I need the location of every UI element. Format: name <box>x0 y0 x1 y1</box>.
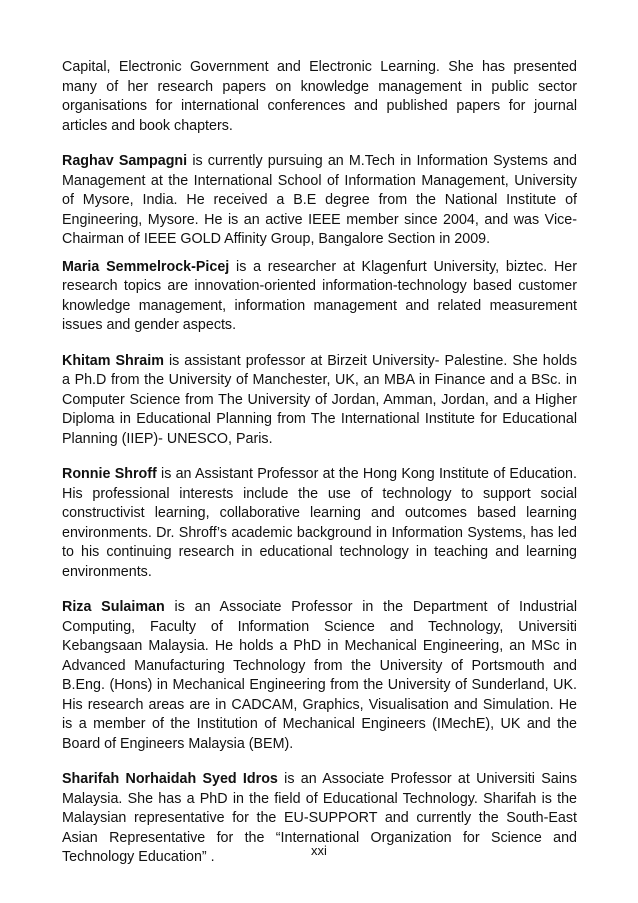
bio-name: Ronnie Shroff <box>62 466 157 482</box>
bio-name: Riza Sulaiman <box>62 599 165 615</box>
bio-text: is assistant professor at Birzeit University- Palestine. She holds a Ph.D from the University of Manchester, UK, an MBA in Finance and a BSc. in Computer Science from The University of Jordan, Amman, Jordan, and a Higher Diploma in Educational Planning from The International Institute for Educational Planning (IIEP)- UNESCO, Paris. <box>62 352 577 447</box>
bio-text: is an Assistant Professor at the Hong Kong Institute of Education. His professional interests include the use of technology to support social constructivist learning, collaborative learning and outcomes based learning environments. Dr. Shroff’s academic background in Information Systems, has led to his continuing research in educational technology in teaching and learning environments. <box>62 466 577 580</box>
page-body <box>62 58 577 868</box>
bio-text: is currently pursuing an M.Tech in Information Systems and Management at the International School of Information Management, University of Mysore, India. He received a B.E degree from the National Institute of Engineering, Mysore. He is an active IEEE member since 2004, and was Vice-Chairman of IEEE GOLD Affinity Group, Bangalore Section in 2009. <box>62 153 577 247</box>
page-number: xxi <box>311 843 327 858</box>
bio-name: Sharifah Norhaidah Syed Idros <box>62 771 278 787</box>
bio-paragraph <box>62 58 577 136</box>
bio-paragraph <box>62 258 577 336</box>
bio-text: is an Associate Professor at Universiti Sains Malaysia. She has a PhD in the field of Educational Technology. Sharifah is the Malaysian representative for the EU-SUPPORT and currently the South-East Asian Representative for the “International Organization for Science and Technology Education” . <box>62 771 577 865</box>
bio-text: Capital, Electronic Government and Electronic Learning. She has presented many of her research papers on knowledge management in public sector organisations for international conferences and published papers for journal articles and book chapters. <box>62 59 577 134</box>
bio-paragraph <box>62 352 577 450</box>
bio-paragraph <box>62 465 577 582</box>
bio-text: is a researcher at Klagenfurt University, biztec. Her research topics are innovation-oriented information-technology based customer knowledge management, information management and related measurement issues and gender aspects. <box>62 258 578 333</box>
bio-name: Khitam Shraim <box>62 352 164 369</box>
bio-paragraph <box>62 598 577 754</box>
bio-paragraph <box>62 152 577 250</box>
bio-text: is an Associate Professor in the Department of Industrial Computing, Faculty of Information Science and Technology, Universiti Kebangsaan Malaysia. He holds a PhD in Mechanical Engineering, an MSc in Advanced Manufacturing Technology from the University of Portsmouth and B.Eng. (Hons) in Mechanical Engineering from the University of Sunderland, UK. His research areas are in CADCAM, Graphics, Visualisation and Simulation. He is a member of the Institution of Mechanical Engineers (IMechE), UK and the Board of Engineers Malaysia (BEM). <box>62 599 578 752</box>
bio-name: Maria Semmelrock-Picej <box>62 258 230 275</box>
bio-name: Raghav Sampagni <box>62 153 188 169</box>
